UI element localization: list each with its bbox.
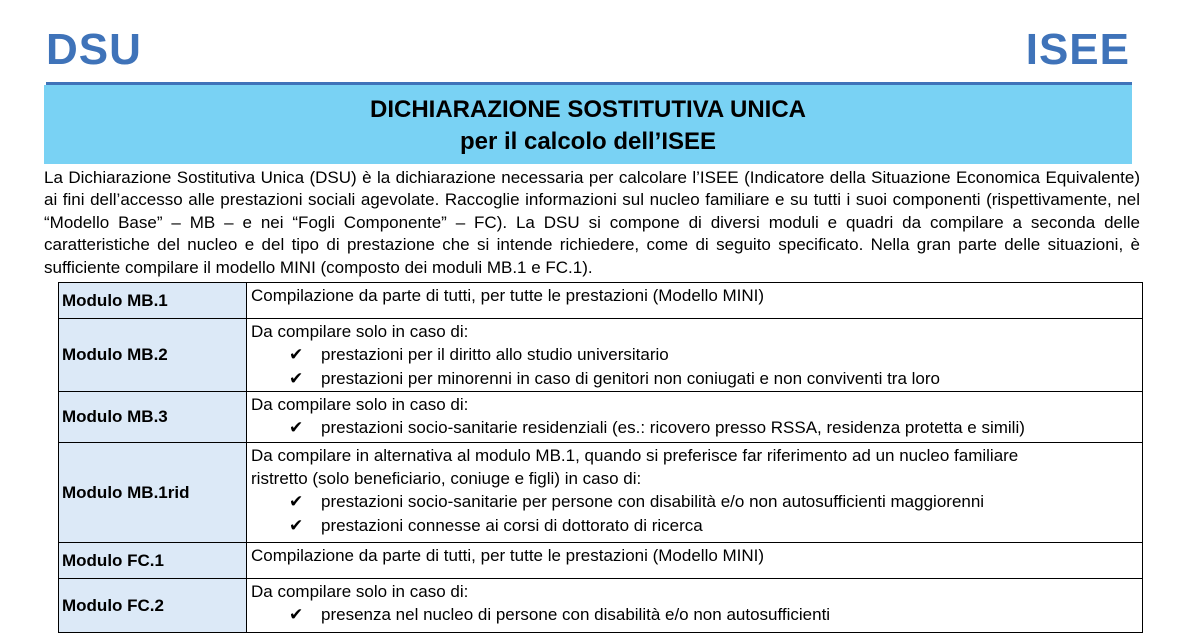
- module-row: [59, 579, 1143, 633]
- checkmark-icon: ✔: [289, 345, 304, 365]
- page-subtitle: per il calcolo dell’ISEE: [459, 128, 717, 155]
- module-bullet-text: presenza nel nucleo di persone con disabilità e/o non autosufficienti: [321, 605, 831, 624]
- module-row: [59, 283, 1143, 319]
- intro-paragraph: La Dichiarazione Sostitutiva Unica (DSU) è la dichiarazione necessaria per calcolare l’ISEE (Indicatore della Situazione Economica Equivalente) ai fini dell’accesso alle prestazioni sociali agevolate. Raccoglie informazioni sul nucleo familiare e su tutti i suoi componenti (rispettivamente, nel “Modello Base” – MB – e nei “Fogli Componente” – FC). La DSU si compone di diversi moduli e quadri da compilare a seconda delle caratteristiche del nucleo e del tipo di prestazione che si intende richiedere, come di seguito specificato. Nella gran parte delle situazioni, è sufficiente compilare il modello MINI (composto dei moduli MB.1 e FC.1).: [44, 168, 1140, 277]
- page-title: DICHIARAZIONE SOSTITUTIVA UNICA: [370, 96, 806, 123]
- module-description: [247, 443, 1143, 543]
- module-bullet-text: prestazioni connesse ai corsi di dottorato di ricerca: [321, 516, 703, 535]
- module-description: [247, 319, 1143, 392]
- module-name: Modulo MB.3: [59, 392, 247, 443]
- module-name: Modulo MB.2: [59, 319, 247, 392]
- module-bullet: [251, 514, 1142, 538]
- module-row: [59, 543, 1143, 579]
- module-bullet: [251, 367, 1142, 391]
- module-bullet-text: prestazioni per minorenni in caso di genitori non coniugati e non conviventi tra loro: [321, 369, 940, 388]
- module-name: Modulo FC.2: [59, 579, 247, 633]
- module-bullet-text: prestazioni per il diritto allo studio universitario: [321, 345, 669, 364]
- module-name: Modulo MB.1rid: [59, 443, 247, 543]
- module-description: [247, 543, 1143, 579]
- module-row: [59, 392, 1143, 443]
- module-description-line: Compilazione da parte di tutti, per tutte le prestazioni (Modello MINI): [251, 286, 765, 305]
- module-bullet-text: prestazioni socio-sanitarie residenziali (es.: ricovero presso RSSA, residenza protetta e simili): [321, 418, 1025, 437]
- isee-logo: ISEE: [1025, 25, 1130, 74]
- module-name: Modulo MB.1: [59, 283, 247, 319]
- dsu-logo: DSU: [46, 25, 142, 74]
- module-bullet: [251, 603, 1142, 627]
- module-description: [247, 392, 1143, 443]
- module-row: [59, 319, 1143, 392]
- checkmark-icon: ✔: [289, 369, 304, 389]
- modules-table: [58, 282, 1143, 633]
- checkmark-icon: ✔: [289, 418, 304, 438]
- module-description-line: Da compilare solo in caso di:: [251, 395, 469, 414]
- module-description-line: ristretto (solo beneficiario, coniuge e figli) in caso di:: [251, 469, 642, 488]
- module-row: [59, 443, 1143, 543]
- module-bullet: [251, 416, 1142, 440]
- module-bullet: [251, 490, 1142, 514]
- checkmark-icon: ✔: [289, 492, 304, 512]
- module-bullet-text: prestazioni socio-sanitarie per persone con disabilità e/o non autosufficienti maggiorenni: [321, 492, 985, 511]
- title-banner: [44, 85, 1132, 164]
- checkmark-icon: ✔: [289, 605, 304, 625]
- module-bullet: [251, 343, 1142, 367]
- module-description-line: Da compilare solo in caso di:: [251, 322, 469, 341]
- module-description-line: Compilazione da parte di tutti, per tutte le prestazioni (Modello MINI): [251, 546, 765, 565]
- module-name: Modulo FC.1: [59, 543, 247, 579]
- module-description: [247, 579, 1143, 633]
- module-description-line: Da compilare in alternativa al modulo MB.1, quando si preferisce far riferimento ad un nucleo familiare: [251, 446, 1019, 465]
- checkmark-icon: ✔: [289, 516, 304, 536]
- module-description-line: Da compilare solo in caso di:: [251, 582, 469, 601]
- module-description: [247, 283, 1143, 319]
